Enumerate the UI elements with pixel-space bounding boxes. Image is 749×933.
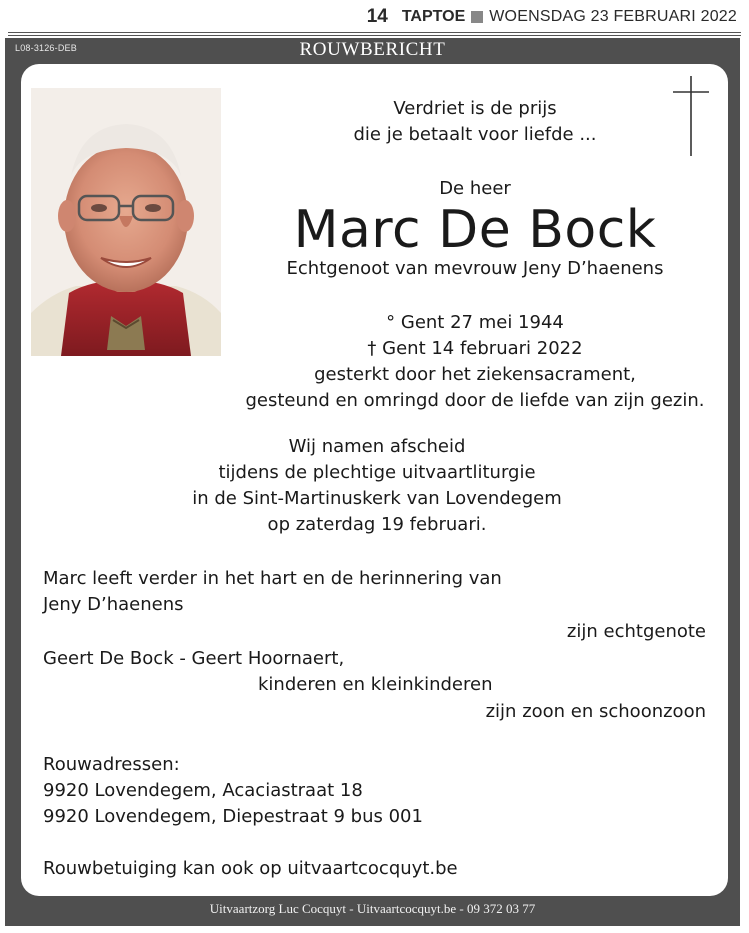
address-line: 9920 Lovendegem, Acaciastraat 18 [43, 780, 363, 801]
grandchildren-line: kinderen en kleinkinderen [258, 674, 493, 695]
obituary-frame [5, 38, 740, 926]
farewell-line: tijdens de plechtige uitvaartliturgie [218, 462, 536, 483]
death-line: † Gent 14 februari 2022 [367, 338, 583, 359]
poem-line: Verdriet is de prijs [393, 98, 557, 119]
ad-title: ROUWBERICHT [299, 39, 446, 60]
cross-icon [671, 76, 711, 156]
family-member-relation: zijn echtgenote [566, 621, 706, 642]
ad-code: L08-3126-DEB [15, 43, 77, 53]
header-square-icon [471, 11, 483, 23]
deceased-name: Marc De Bock [293, 200, 657, 260]
family-member-name: Jeny D’haenens [43, 594, 184, 615]
publication-date: WOENSDAG 23 FEBRUARI 2022 [489, 8, 737, 25]
page-header [0, 0, 749, 34]
salutation: De heer [439, 178, 511, 199]
addresses-label: Rouwadressen: [43, 754, 180, 775]
publication-name: TAPTOE [401, 8, 466, 25]
obituary-card [21, 64, 728, 896]
birth-line: ° Gent 27 mei 1944 [386, 312, 564, 333]
spouse-line: Echtgenoot van mevrouw Jeny D’haenens [286, 258, 664, 279]
farewell-line: op zaterdag 19 februari. [267, 514, 487, 535]
header-rule [8, 35, 741, 36]
header-line [367, 6, 737, 28]
remembrance-intro: Marc leeft verder in het hart en de herinnering van [43, 568, 502, 589]
farewell-line: in de Sint-Martinuskerk van Lovendegem [192, 488, 562, 509]
undertaker-footer: Uitvaartzorg Luc Cocquyt - Uitvaartcocquyt.be - 09 372 03 77 [209, 901, 536, 916]
poem-line: die je betaalt voor liefde ... [353, 124, 597, 145]
sacrament-line: gesterkt door het ziekensacrament, [314, 364, 636, 385]
family-member-relation: zijn zoon en schoonzoon [485, 701, 706, 722]
address-line: 9920 Lovendegem, Diepestraat 9 bus 001 [43, 806, 423, 827]
surrounded-line: gesteund en omringd door de liefde van zijn gezin. [245, 390, 705, 411]
page-number: 14 [366, 6, 388, 27]
farewell-line: Wij namen afscheid [288, 436, 466, 457]
header-rule [8, 32, 741, 33]
portrait-photo [31, 88, 221, 356]
condolence-line: Rouwbetuiging kan ook op uitvaartcocquyt.be [43, 858, 458, 879]
family-member-name: Geert De Bock - Geert Hoornaert, [43, 648, 345, 669]
